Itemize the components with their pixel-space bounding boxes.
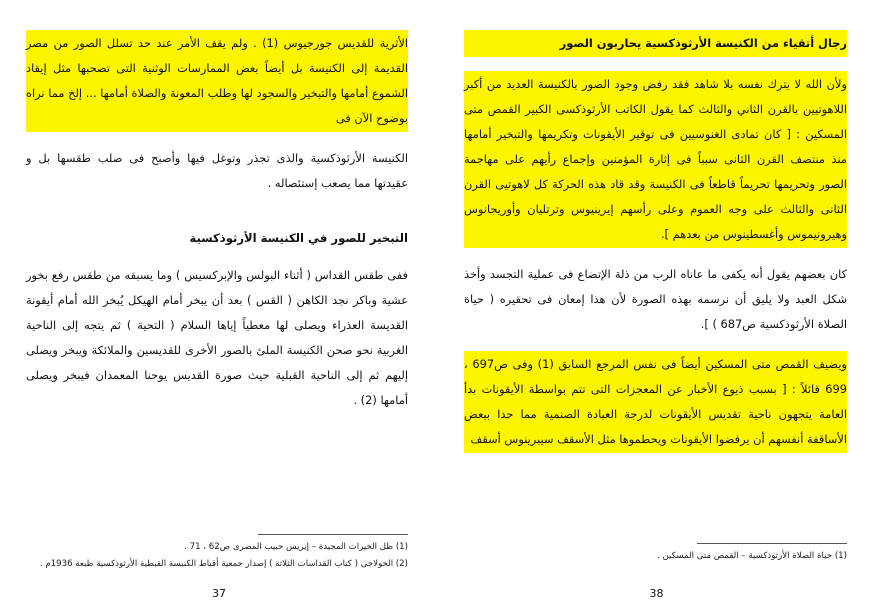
footnote-item: (1) ظل الخيرات المجيدة – إيريس حبيب المصرى ص62 ، 71 . (184, 542, 408, 552)
paragraph-heading-highlighted: رجال أتقياء من الكنيسة الأرثوذكسية يحاربون الصور (464, 30, 847, 57)
page-38-body (464, 30, 847, 453)
paragraph-highlighted-2: ويضيف القمص متى المسكين أيضاً فى نفس المرجع السابق (1) وفى ص697 ، 699 قائلاً : [ بسبب ذيوع الأخبار عن المعجزات التى تتم بواسطة الأيقونات بدأ العامة يتجهون ناحية تقديس الأيقونات لدرجة العبادة الصنمية مما حدا ببعض الأساقفة أنفسهم أن يرفضوا الأيقونات ويحطموها مثل الأسقف سيبرينوس أسقف (464, 351, 847, 453)
page-37-footnote-area (26, 534, 408, 574)
footnote-divider (258, 534, 408, 535)
paragraph-highlighted-1: ولأن الله لا يترك نفسه بلا شاهد فقد رفض وجود الصور بالكنيسة العديد من أكبر اللاهوتيين بالقرن الثاني والثالث كما يقول الكاتب الأرثوذكسى الكبير القمص متى المسكين : [ كان تمادى الغنوسيين فى توقير الأيقونات وتكريمها والتبخير أمامها منذ منتصف القرن الثانى سبباً فى إثارة المؤمنين وإجماع رأيهم على مهاجمة الصور وتحريمها تحريماً قاطعاً فى الكنيسة وقد قاد هذه الحركة كل لاهوتيى القرن الثانى والثالث على وجه العموم وعلى رأسهم إيرينيوس وترتليان وأوريجانوس وهيرونيموس وأغسطينوس من بعدهم ]. (464, 71, 847, 248)
page-38-footnote-area (464, 543, 847, 566)
paragraph-highlighted-lead: الأثرية للقديس جورجيوس (1) . ولم يقف الأمر عند حد تسلل الصور من مصر القديمة إلى الكنيسة بل أيضاً بعض الممارسات الوثنية التى تصحبها مثل إيقاد الشموع أمامها والتبخير والسجود لها وطلب المعونة والصلاة أمامها ... إلخ مما نراه بوضوح الآن فى (26, 30, 408, 132)
footnote-divider (697, 543, 847, 544)
page-37-footnotes (26, 540, 408, 572)
paragraph-plain-1: كان بعضهم يقول أنه يكفى ما عاناه الرب من ذلة الإتضاع فى عملية التجسد وأخذ شكل العبد ولا يليق أن نرسمه بهذه الصورة لأن هذا إمعان فى تحقيره ( حياة الصلاة الأرثوذكسية ص687 ) ]. (464, 267, 847, 331)
page-number-37: 37 (212, 587, 226, 600)
section-heading: التبخير للصور في الكنيسة الأرثوذكسية (189, 231, 408, 245)
page-37-body (26, 30, 408, 413)
footnote-item: (2) الخولاجى ( كتاب القداسات الثلاثة ) إصدار جمعية أقباط الكنيسة القبطية الأرثوذكسية طبعة 1936م . (39, 559, 408, 569)
section-spacer (26, 210, 408, 216)
section-paragraph-1: ففى طقس القداس ( أثناء البولس والإبركسيس ) وما يسبقه من طقس رفع بخور عشية وباكر نجد الكاهن ( القس ) بعد أن يبخر أمام الهيكل يُبخر الله أمام أيقونة القديسة العذراء ويصلى لها معطياً إياها السلام ( التحية ) ثم يتجه إلى الناحية الغربية نحو صحن الكنيسة الملئ بالصور الأخرى للقديسين والملائكة ويبخر ويصلى إليهم ثم إلى الناحية القبلية حيث صورة القديس يوحنا المعمدان فيبخر ويصلى أمامها (2) . (26, 268, 408, 407)
paragraph-plain-continued: الكنيسة الأرثوذكسية والذى تجذر وتوغل فيها وأصبح فى صلب طقسها بل و عقيدتها مما يصعب إستئصاله . (26, 151, 408, 190)
page-number-38: 38 (649, 587, 664, 600)
page-38-footnotes (464, 549, 847, 564)
page-38 (438, 0, 875, 614)
footnote-item: (1) حياة الصلاة الأرثوذكسية – القمص متى المسكين . (657, 551, 847, 561)
